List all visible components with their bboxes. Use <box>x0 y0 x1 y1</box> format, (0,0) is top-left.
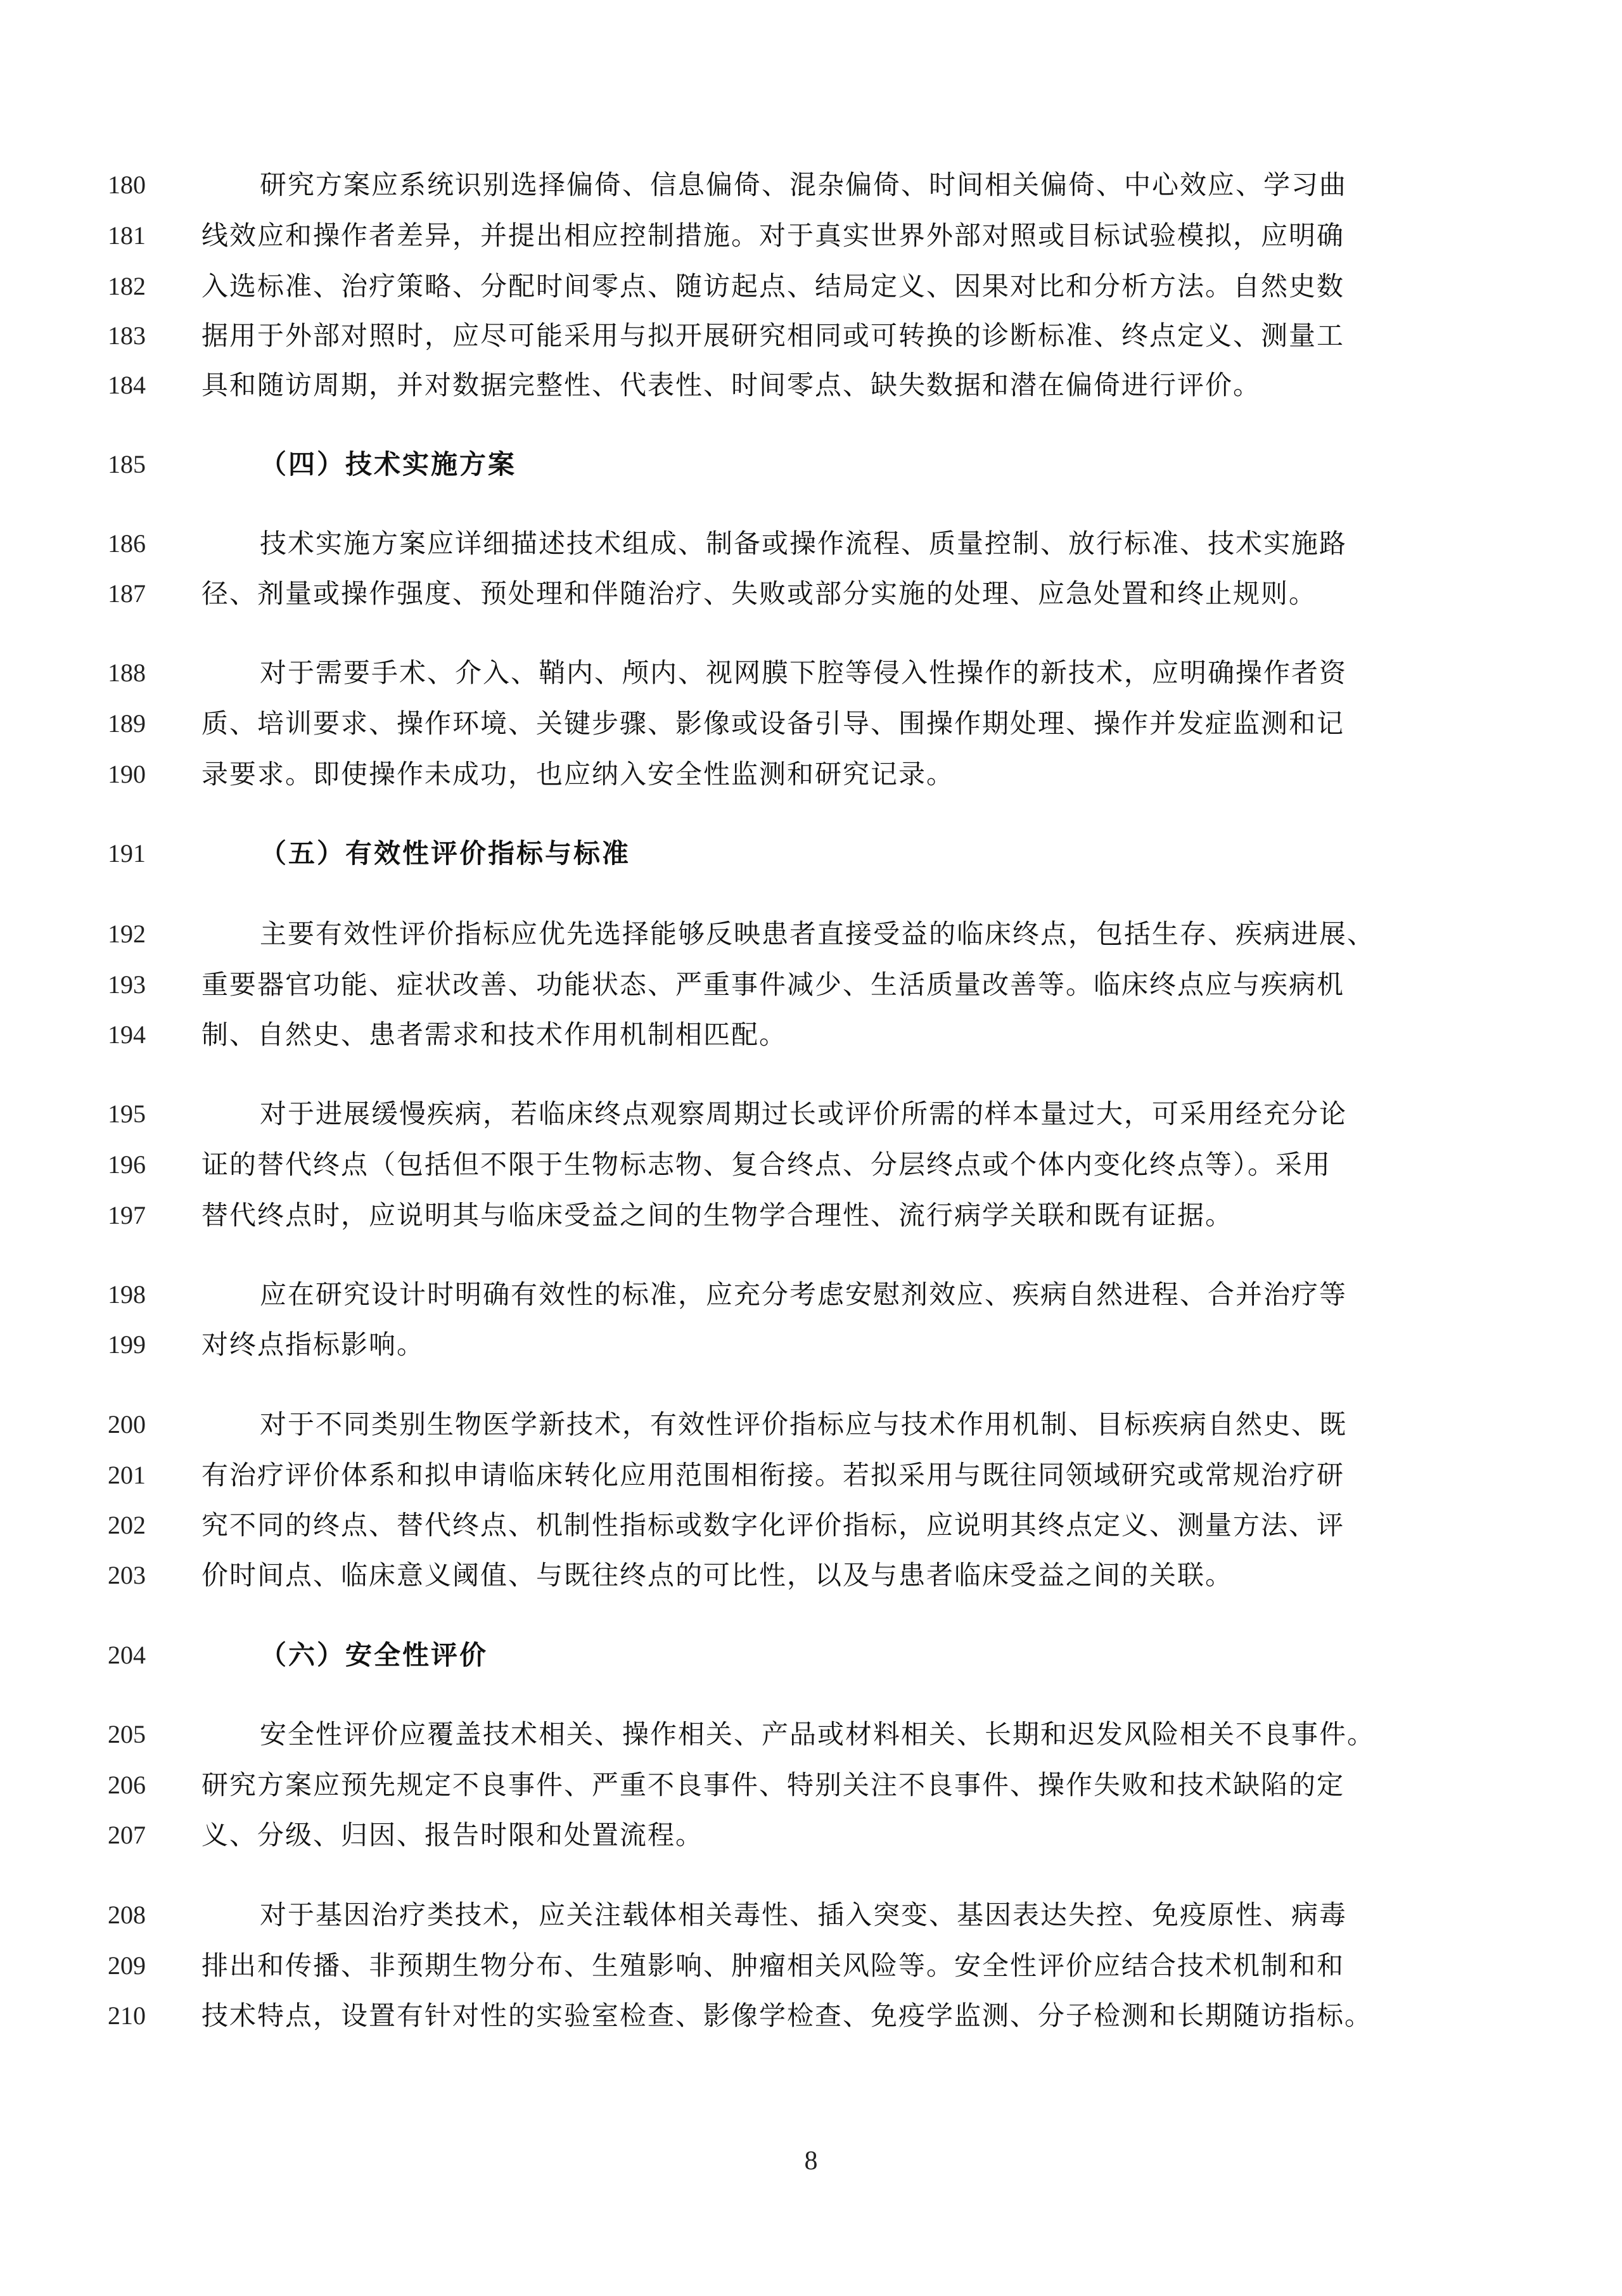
text-line <box>0 515 1622 572</box>
paragraph-text: 重要器官功能、症状改善、功能状态、严重事件减少、生活质量改善等。临床终点应与疾病机 <box>201 969 1345 1000</box>
section-heading-line <box>0 436 1622 493</box>
line-number: 204 <box>108 1641 146 1669</box>
text-line <box>0 906 1622 963</box>
paragraph-text: 替代终点时，应说明其与临床受益之间的生物学合理性、流行病学关联和既有证据。 <box>201 1200 1234 1231</box>
paragraph-text: 线效应和操作者差异，并提出相应控制措施。对于真实世界外部对照或目标试验模拟，应明确 <box>201 220 1345 251</box>
line-number: 210 <box>108 2001 146 2030</box>
text-line <box>0 1396 1622 1453</box>
line-number: 185 <box>108 450 146 478</box>
section-heading: （五）有效性评价指标与标准 <box>260 838 631 869</box>
text-line <box>0 1887 1622 1944</box>
paragraph-text: 排出和传播、非预期生物分布、生殖影响、肿瘤相关风险等。安全性评价应结合技术机制和和 <box>201 1950 1345 1981</box>
line-number: 203 <box>108 1561 146 1589</box>
paragraph-text: 研究方案应系统识别选择偏倚、信息偏倚、混杂偏倚、时间相关偏倚、中心效应、学习曲 <box>260 169 1348 200</box>
paragraph-text: 主要有效性评价指标应优先选择能够反映患者直接受益的临床终点，包括生存、疾病进展、 <box>260 918 1376 949</box>
line-number: 196 <box>108 1150 146 1179</box>
line-number: 181 <box>108 221 146 250</box>
paragraph-text: 有治疗评价体系和拟申请临床转化应用范围相衔接。若拟采用与既往同领域研究或常规治疗研 <box>201 1459 1345 1491</box>
section-heading: （六）安全性评价 <box>260 1639 489 1671</box>
line-number: 190 <box>108 760 146 788</box>
text-line <box>0 565 1622 622</box>
paragraph-text: 对于基因治疗类技术，应关注载体相关毒性、插入突变、基因表达失控、免疫原性、病毒 <box>260 1899 1348 1930</box>
paragraph-text: 应在研究设计时明确有效性的标准，应充分考虑安慰剂效应、疾病自然进程、合并治疗等 <box>260 1279 1348 1310</box>
paragraph-text: 证的替代终点（包括但不限于生物标志物、复合终点、分层终点或个体内变化终点等）。采用 <box>201 1149 1332 1180</box>
text-line <box>0 1937 1622 1994</box>
text-line <box>0 357 1622 414</box>
line-number: 193 <box>108 970 146 999</box>
line-number: 191 <box>108 839 146 868</box>
text-line <box>0 645 1622 702</box>
line-number: 205 <box>108 1720 146 1748</box>
text-line <box>0 1086 1622 1143</box>
text-line <box>0 1316 1622 1373</box>
text-line <box>0 207 1622 264</box>
line-number: 187 <box>108 579 146 608</box>
text-line <box>0 1266 1622 1323</box>
text-line <box>0 1136 1622 1193</box>
line-number: 188 <box>108 658 146 687</box>
section-heading-line <box>0 1627 1622 1684</box>
text-line <box>0 1807 1622 1864</box>
text-line <box>0 1757 1622 1814</box>
paragraph-text: 技术特点，设置有针对性的实验室检查、影像学检查、免疫学监测、分子检测和长期随访指标。 <box>201 2000 1373 2031</box>
line-number: 208 <box>108 1901 146 1929</box>
text-line <box>0 157 1622 214</box>
line-number: 182 <box>108 272 146 300</box>
line-number: 194 <box>108 1020 146 1049</box>
text-line <box>0 1187 1622 1244</box>
line-number: 195 <box>108 1100 146 1128</box>
line-number: 184 <box>108 371 146 399</box>
paragraph-text: 质、培训要求、操作环境、关键步骤、影像或设备引导、围操作期处理、操作并发症监测和记 <box>201 708 1345 739</box>
section-heading-line <box>0 825 1622 882</box>
paragraph-text: 具和随访周期，并对数据完整性、代表性、时间零点、缺失数据和潜在偏倚进行评价。 <box>201 369 1261 401</box>
paragraph-text: 究不同的终点、替代终点、机制性指标或数字化评价指标，应说明其终点定义、测量方法、评 <box>201 1510 1345 1541</box>
text-line <box>0 695 1622 752</box>
paragraph-text: 据用于外部对照时，应尽可能采用与拟开展研究相同或可转换的诊断标准、终点定义、测量工 <box>201 320 1345 351</box>
text-line <box>0 1497 1622 1554</box>
paragraph-text: 入选标准、治疗策略、分配时间零点、随访起点、结局定义、因果对比和分析方法。自然史数 <box>201 271 1345 302</box>
paragraph-text: 研究方案应预先规定不良事件、严重不良事件、特别关注不良事件、操作失败和技术缺陷的定 <box>201 1769 1345 1800</box>
line-number: 180 <box>108 170 146 199</box>
paragraph-text: 对终点指标影响。 <box>201 1329 425 1360</box>
paragraph-text: 义、分级、归因、报告时限和处置流程。 <box>201 1819 704 1850</box>
line-number: 200 <box>108 1410 146 1439</box>
paragraph-text: 径、剂量或操作强度、预处理和伴随治疗、失败或部分实施的处理、应急处置和终止规则。 <box>201 578 1317 609</box>
text-line <box>0 1547 1622 1604</box>
paragraph-text: 对于需要手术、介入、鞘内、颅内、视网膜下腔等侵入性操作的新技术，应明确操作者资 <box>260 657 1348 688</box>
text-line <box>0 1706 1622 1763</box>
text-line <box>0 746 1622 803</box>
paragraph-text: 录要求。即使操作未成功，也应纳入安全性监测和研究记录。 <box>201 759 955 790</box>
line-number: 189 <box>108 709 146 738</box>
line-number: 202 <box>108 1511 146 1539</box>
paragraph-text: 制、自然史、患者需求和技术作用机制相匹配。 <box>201 1019 788 1050</box>
line-number: 206 <box>108 1771 146 1799</box>
paragraph-text: 安全性评价应覆盖技术相关、操作相关、产品或材料相关、长期和迟发风险相关不良事件。 <box>260 1719 1376 1750</box>
line-number: 201 <box>108 1461 146 1489</box>
line-number: 198 <box>108 1280 146 1309</box>
line-number: 197 <box>108 1201 146 1229</box>
text-line <box>0 307 1622 364</box>
line-number: 209 <box>108 1951 146 1980</box>
line-number: 192 <box>108 920 146 948</box>
text-line <box>0 258 1622 315</box>
paragraph-text: 对于不同类别生物医学新技术，有效性评价指标应与技术作用机制、目标疾病自然史、既 <box>260 1409 1348 1440</box>
line-number: 183 <box>108 321 146 350</box>
text-line <box>0 1447 1622 1504</box>
text-line <box>0 956 1622 1013</box>
paragraph-text: 对于进展缓慢疾病，若临床终点观察周期过长或评价所需的样本量过大，可采用经充分论 <box>260 1098 1348 1129</box>
text-line <box>0 1006 1622 1063</box>
line-number: 186 <box>108 529 146 558</box>
section-heading: （四）技术实施方案 <box>260 449 517 480</box>
paragraph-text: 技术实施方案应详细描述技术组成、制备或操作流程、质量控制、放行标准、技术实施路 <box>260 528 1348 559</box>
paragraph-text: 价时间点、临床意义阈值、与既往终点的可比性，以及与患者临床受益之间的关联。 <box>201 1560 1234 1591</box>
page-number: 8 <box>804 2146 818 2176</box>
line-number: 207 <box>108 1821 146 1849</box>
text-line <box>0 1987 1622 2044</box>
line-number: 199 <box>108 1330 146 1359</box>
